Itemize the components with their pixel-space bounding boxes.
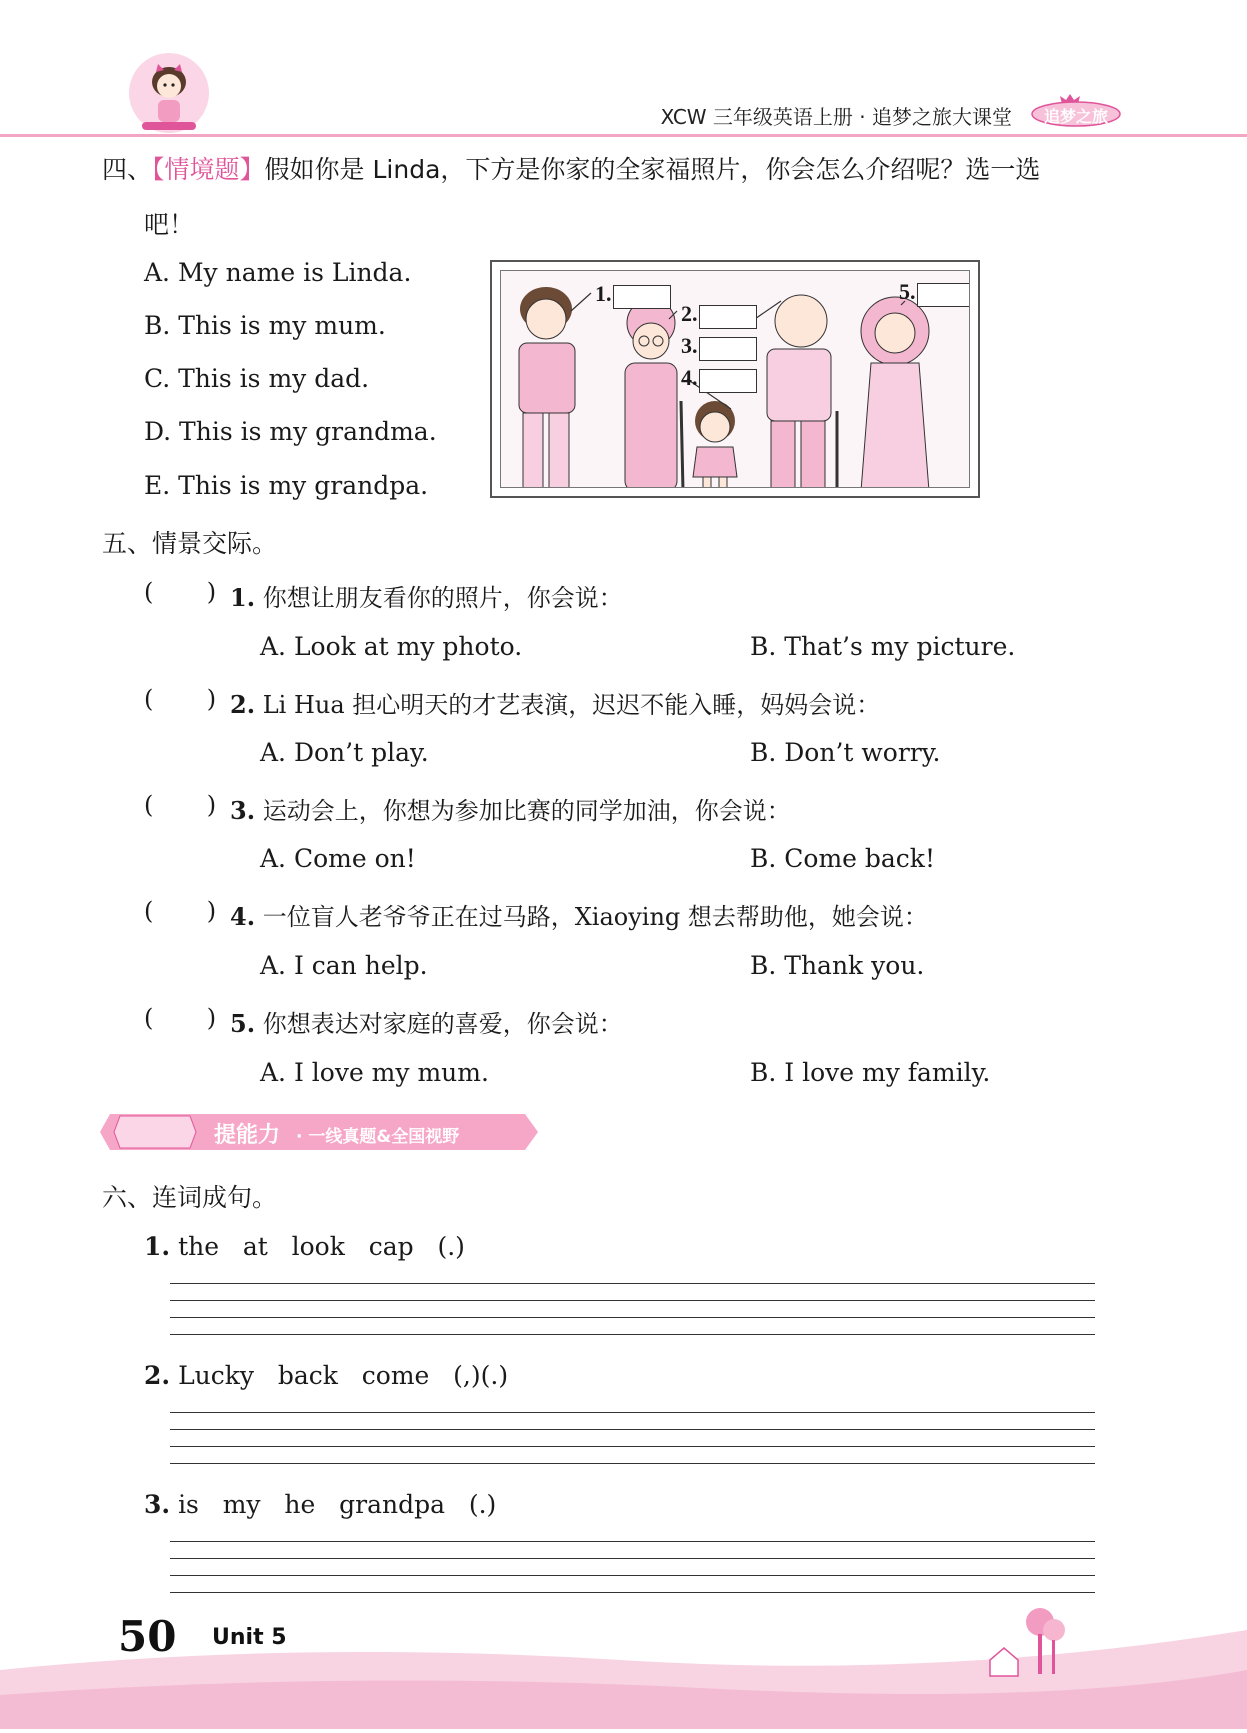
section4-instruction-line2: 吧！	[144, 210, 195, 239]
section4-option-a: A. My name is Linda.	[144, 258, 412, 287]
writing-line	[170, 1412, 1095, 1413]
mascot-girl-icon	[128, 52, 210, 134]
section4-option-c: C. This is my dad.	[144, 364, 370, 393]
section4-instruction-line1: 假如你是 Linda，下方是你家的全家福照片，你会怎么介绍呢？选一选	[264, 155, 1041, 184]
writing-line	[170, 1317, 1095, 1318]
s6-item-1	[144, 1232, 465, 1261]
q1-answer-blank[interactable]: ( )	[144, 578, 217, 606]
s6-item-3	[144, 1490, 496, 1519]
q5-num: 5.	[230, 1009, 256, 1038]
mum-figure-icon	[861, 297, 929, 488]
photo-label-3	[681, 333, 698, 359]
q5-option-b: B. I love my family.	[750, 1058, 991, 1087]
s6-item-3-writing-lines[interactable]	[170, 1541, 1095, 1595]
photo-label-1	[595, 281, 612, 307]
s6-item-1-words: the at look cap (.)	[178, 1232, 465, 1261]
s6-item-2-writing-lines[interactable]	[170, 1412, 1095, 1466]
grandpa-figure-icon	[767, 295, 837, 488]
q1-stem	[230, 578, 623, 613]
photo-label-3-box	[699, 337, 757, 361]
section4-prefix: 四、	[102, 155, 153, 184]
q3-num: 3.	[230, 796, 256, 825]
writing-line	[170, 1446, 1095, 1447]
s6-item-2-words: Lucky back come (,)(.)	[178, 1361, 509, 1390]
s6-item-3-num: 3.	[144, 1490, 171, 1519]
section4-option-b: B. This is my mum.	[144, 311, 386, 340]
writing-line	[170, 1283, 1095, 1284]
q4-stem	[230, 897, 928, 932]
q2-text: Li Hua 担心明天的才艺表演，迟迟不能入睡，妈妈会说：	[262, 691, 881, 719]
photo-label-5-num: 5.	[899, 279, 916, 304]
q2-stem	[230, 685, 880, 720]
section4-tag: 【情境题】	[152, 155, 265, 184]
q4-text: 一位盲人老爷爷正在过马路，Xiaoying 想去帮助他，她会说：	[262, 903, 928, 931]
q5-option-a: A. I love my mum.	[260, 1058, 489, 1087]
q4-option-b: B. Thank you.	[750, 951, 925, 980]
unit-label: Unit 5	[212, 1625, 287, 1650]
dad-figure-icon	[519, 287, 575, 488]
girl-figure-icon	[693, 401, 737, 488]
writing-line	[170, 1300, 1095, 1301]
photo-label-2-box	[699, 305, 757, 329]
header-rule	[0, 134, 1247, 137]
banner-subtitle: · 一线真题&全国视野	[296, 1127, 460, 1147]
footer-background	[0, 1600, 1247, 1729]
q1-option-a: A. Look at my photo.	[260, 632, 523, 661]
footer-wave-icon	[0, 1600, 1247, 1729]
q5-answer-blank[interactable]: ( )	[144, 1004, 217, 1032]
header-logo-text: 追梦之旅	[1044, 107, 1109, 126]
section-banner	[100, 1112, 540, 1152]
photo-label-1-box	[613, 285, 671, 309]
section5-heading: 五、情景交际。	[102, 529, 278, 558]
q4-num: 4.	[230, 902, 256, 931]
q3-option-b: B. Come back!	[750, 844, 935, 873]
section6-heading: 六、连词成句。	[102, 1183, 278, 1212]
writing-line	[170, 1575, 1095, 1576]
q4-option-a: A. I can help.	[260, 951, 428, 980]
q2-answer-blank[interactable]: ( )	[144, 685, 217, 713]
photo-label-2-num: 2.	[681, 301, 698, 326]
q3-stem	[230, 791, 791, 826]
s6-item-2	[144, 1361, 508, 1390]
q4-answer-blank[interactable]: ( )	[144, 897, 217, 925]
header-mascot	[128, 52, 210, 134]
q2-option-b: B. Don’t worry.	[750, 738, 941, 767]
photo-label-4-box	[699, 369, 757, 393]
family-photo-inner	[500, 270, 970, 488]
s6-item-1-num: 1.	[144, 1232, 171, 1261]
q2-option-a: A. Don’t play.	[260, 738, 429, 767]
q5-text: 你想表达对家庭的喜爱，你会说：	[262, 1010, 623, 1038]
photo-label-5-box	[917, 283, 970, 307]
q2-num: 2.	[230, 690, 256, 719]
section4-option-d: D. This is my grandma.	[144, 417, 437, 446]
section4-option-e: E. This is my grandpa.	[144, 471, 429, 500]
writing-line	[170, 1541, 1095, 1542]
header-title: XCW 三年级英语上册 · 追梦之旅大课堂	[660, 105, 1012, 129]
s6-item-1-writing-lines[interactable]	[170, 1283, 1095, 1337]
family-photo	[490, 260, 980, 498]
photo-label-4-num: 4.	[681, 365, 698, 390]
banner-title: 提能力	[214, 1123, 281, 1148]
page-number: 50	[118, 1612, 177, 1661]
writing-line	[170, 1429, 1095, 1430]
writing-line	[170, 1463, 1095, 1464]
header-logo	[1030, 90, 1122, 130]
photo-label-3-num: 3.	[681, 333, 698, 358]
s6-item-3-words: is my he grandpa (.)	[178, 1490, 497, 1519]
q1-num: 1.	[230, 583, 256, 612]
q1-option-b: B. That’s my picture.	[750, 632, 1016, 661]
writing-line	[170, 1592, 1095, 1593]
q5-stem	[230, 1004, 623, 1039]
photo-label-1-num: 1.	[595, 281, 612, 306]
writing-line	[170, 1558, 1095, 1559]
writing-line	[170, 1334, 1095, 1335]
photo-label-5	[899, 279, 916, 305]
photo-label-2	[681, 301, 698, 327]
q3-text: 运动会上，你想为参加比赛的同学加油，你会说：	[262, 797, 791, 825]
s6-item-2-num: 2.	[144, 1361, 171, 1390]
q1-text: 你想让朋友看你的照片，你会说：	[262, 584, 623, 612]
q3-option-a: A. Come on!	[260, 844, 416, 873]
photo-label-4	[681, 365, 698, 391]
q3-answer-blank[interactable]: ( )	[144, 791, 217, 819]
grandma-figure-icon	[625, 299, 683, 488]
section4-heading	[102, 150, 1040, 186]
